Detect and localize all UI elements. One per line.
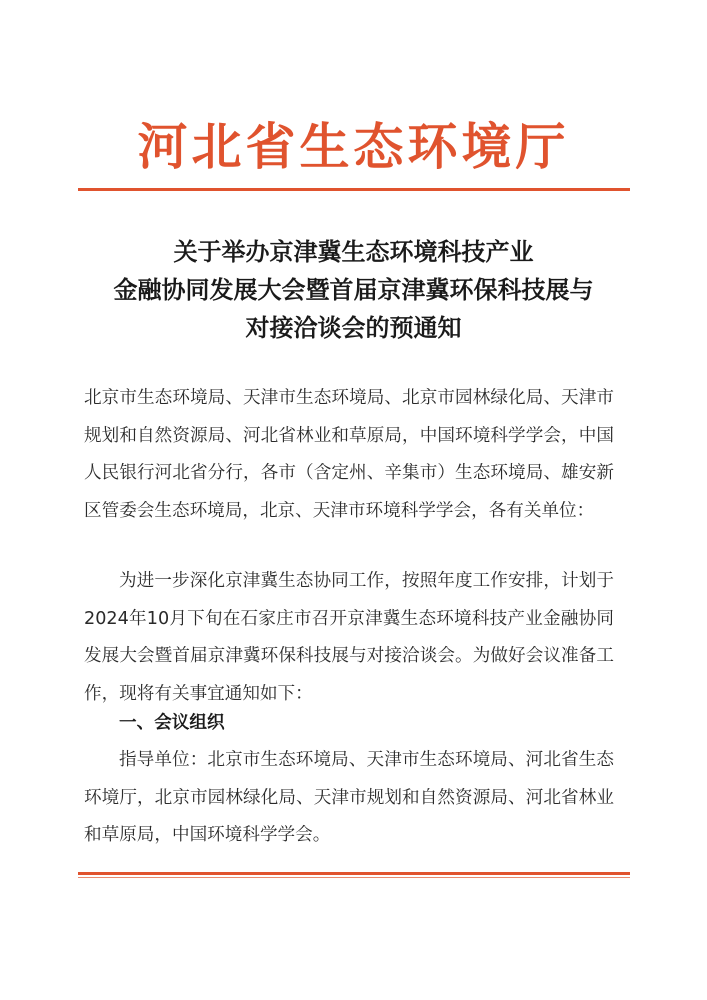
- letterhead-org-name: 河北省生态环境厅: [137, 117, 570, 176]
- title-line-1: 关于举办京津冀生态环境科技产业: [173, 237, 534, 266]
- intro-paragraph: 为进一步深化京津冀生态协同工作，按照年度工作安排，计划于2024年10月下旬在石家庄市召开京津冀生态环境科技产业金融协同发展大会暨首届京津冀环保科技展与对接洽谈会。为做好会议准备工作，现将有关事宜通知如下：: [84, 571, 614, 704]
- title-line-3: 对接洽谈会的预通知: [245, 313, 462, 342]
- section-heading-meeting-organization: 一、会议组织: [119, 713, 225, 733]
- document-title: [70, 233, 637, 347]
- title-line-2: 金融协同发展大会暨首届京津冀环保科技展与: [113, 275, 594, 304]
- letterhead-red-rule: [78, 188, 630, 191]
- footer-red-rule: [78, 872, 630, 875]
- guiding-units-paragraph: 指导单位：北京市生态环境局、天津市生态环境局、河北省生态环境厅，北京市园林绿化局、天津市规划和自然资源局、河北省林业和草原局，中国环境科学学会。: [84, 750, 614, 845]
- footer-red-rule-thin: [78, 877, 630, 878]
- recipients-list: 北京市生态环境局、天津市生态环境局、北京市园林绿化局、天津市规划和自然资源局、河北省林业和草原局，中国环境科学学会，中国人民银行河北省分行，各市（含定州、辛集市）生态环境局、雄安新区管委会生态环境局，北京、天津市环境科学学会，各有关单位：: [84, 388, 614, 521]
